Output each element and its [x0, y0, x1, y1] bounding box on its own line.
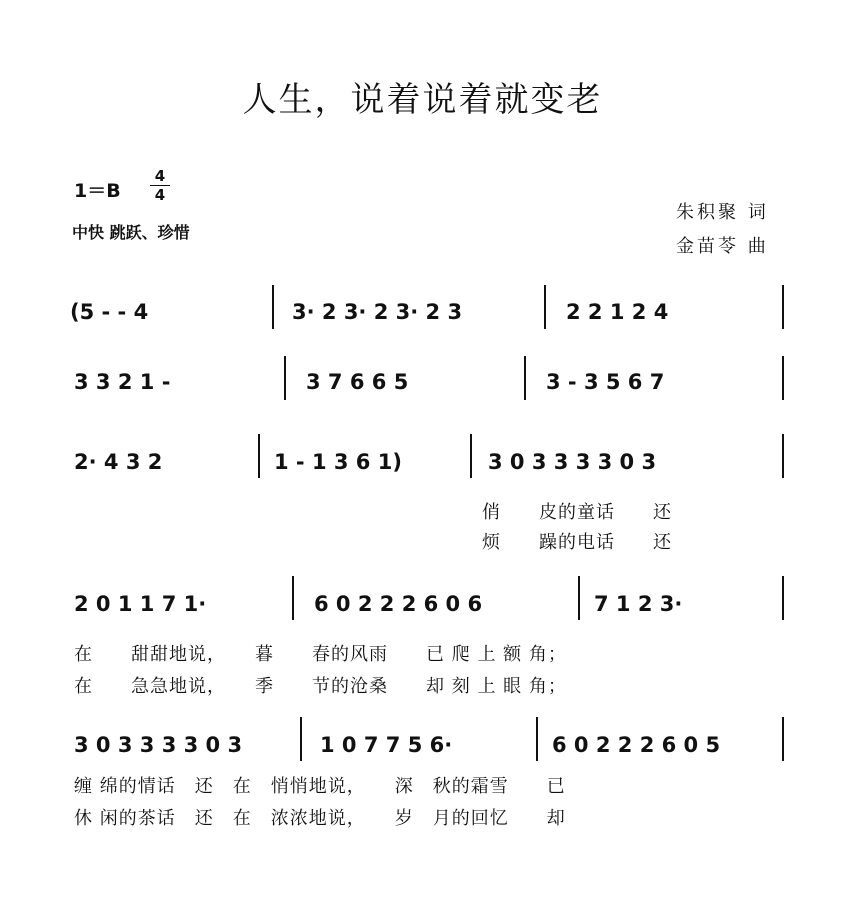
- measure-11: 6 0 2 2 2 6 0 6: [314, 592, 483, 616]
- measure-12: 7 1 2 3·: [594, 592, 683, 616]
- time-bottom: 4: [154, 186, 166, 204]
- lyricist-credit: 朱积聚 词: [676, 202, 769, 223]
- bar-line: [782, 356, 784, 400]
- bar-line: [272, 285, 274, 329]
- lyric-line-3-verse-1: 俏 皮的童话 还: [482, 502, 672, 523]
- key-signature: 1＝B: [74, 180, 121, 202]
- measure-7: 2· 4 3 2: [74, 450, 163, 474]
- time-signature: [150, 168, 170, 203]
- measure-13: 3 0 3 3 3 3 0 3: [74, 733, 243, 757]
- measure-14: 1 0 7 7 5 6·: [320, 733, 453, 757]
- composer-credit: 金苗苓 曲: [676, 236, 769, 257]
- bar-line: [782, 576, 784, 620]
- measure-8: 1 - 1 3 6 1): [274, 450, 402, 474]
- lyric-line-5-verse-2: 休 闲的茶话 还 在 浓浓地说， 岁 月的回忆 却: [74, 808, 566, 829]
- lyric-line-5-verse-1: 缠 绵的情话 还 在 悄悄地说， 深 秋的霜雪 已: [74, 776, 566, 797]
- measure-2: 3· 2 3· 2 3· 2 3: [292, 300, 463, 324]
- measure-10: 2 0 1 1 7 1·: [74, 592, 207, 616]
- bar-line: [258, 434, 260, 478]
- bar-line: [292, 576, 294, 620]
- lyric-line-3-verse-2: 烦 躁的电话 还: [482, 532, 672, 553]
- measure-4: 3 3 2 1 -: [74, 370, 171, 394]
- bar-line: [470, 434, 472, 478]
- bar-line: [300, 717, 302, 761]
- measure-5: 3 7 6 6 5: [306, 370, 409, 394]
- song-title: 人生，说着说着就变老: [242, 80, 603, 120]
- bar-line: [284, 356, 286, 400]
- bar-line: [536, 717, 538, 761]
- measure-15: 6 0 2 2 2 6 0 5: [552, 733, 721, 757]
- score-line-3: [0, 450, 845, 510]
- bar-line: [782, 717, 784, 761]
- measure-1: (5 - - 4: [70, 300, 149, 324]
- bar-line: [782, 434, 784, 478]
- tempo-marking: 中快 跳跃、珍惜: [72, 223, 190, 242]
- score-line-2: [0, 368, 845, 428]
- time-top: 4: [154, 167, 166, 185]
- bar-line: [782, 285, 784, 329]
- bar-line: [544, 285, 546, 329]
- measure-3: 2 2 1 2 4: [566, 300, 669, 324]
- bar-line: [524, 356, 526, 400]
- lyric-line-4-verse-1: 在 甜甜地说， 暮 春的风雨 已 爬 上 额 角；: [74, 644, 567, 665]
- bar-line: [578, 576, 580, 620]
- measure-9: 3 0 3 3 3 3 0 3: [488, 450, 657, 474]
- measure-6: 3 - 3 5 6 7: [546, 370, 665, 394]
- score-line-1: [0, 295, 845, 355]
- lyric-line-4-verse-2: 在 急急地说， 季 节的沧桑 却 刻 上 眼 角；: [74, 676, 567, 697]
